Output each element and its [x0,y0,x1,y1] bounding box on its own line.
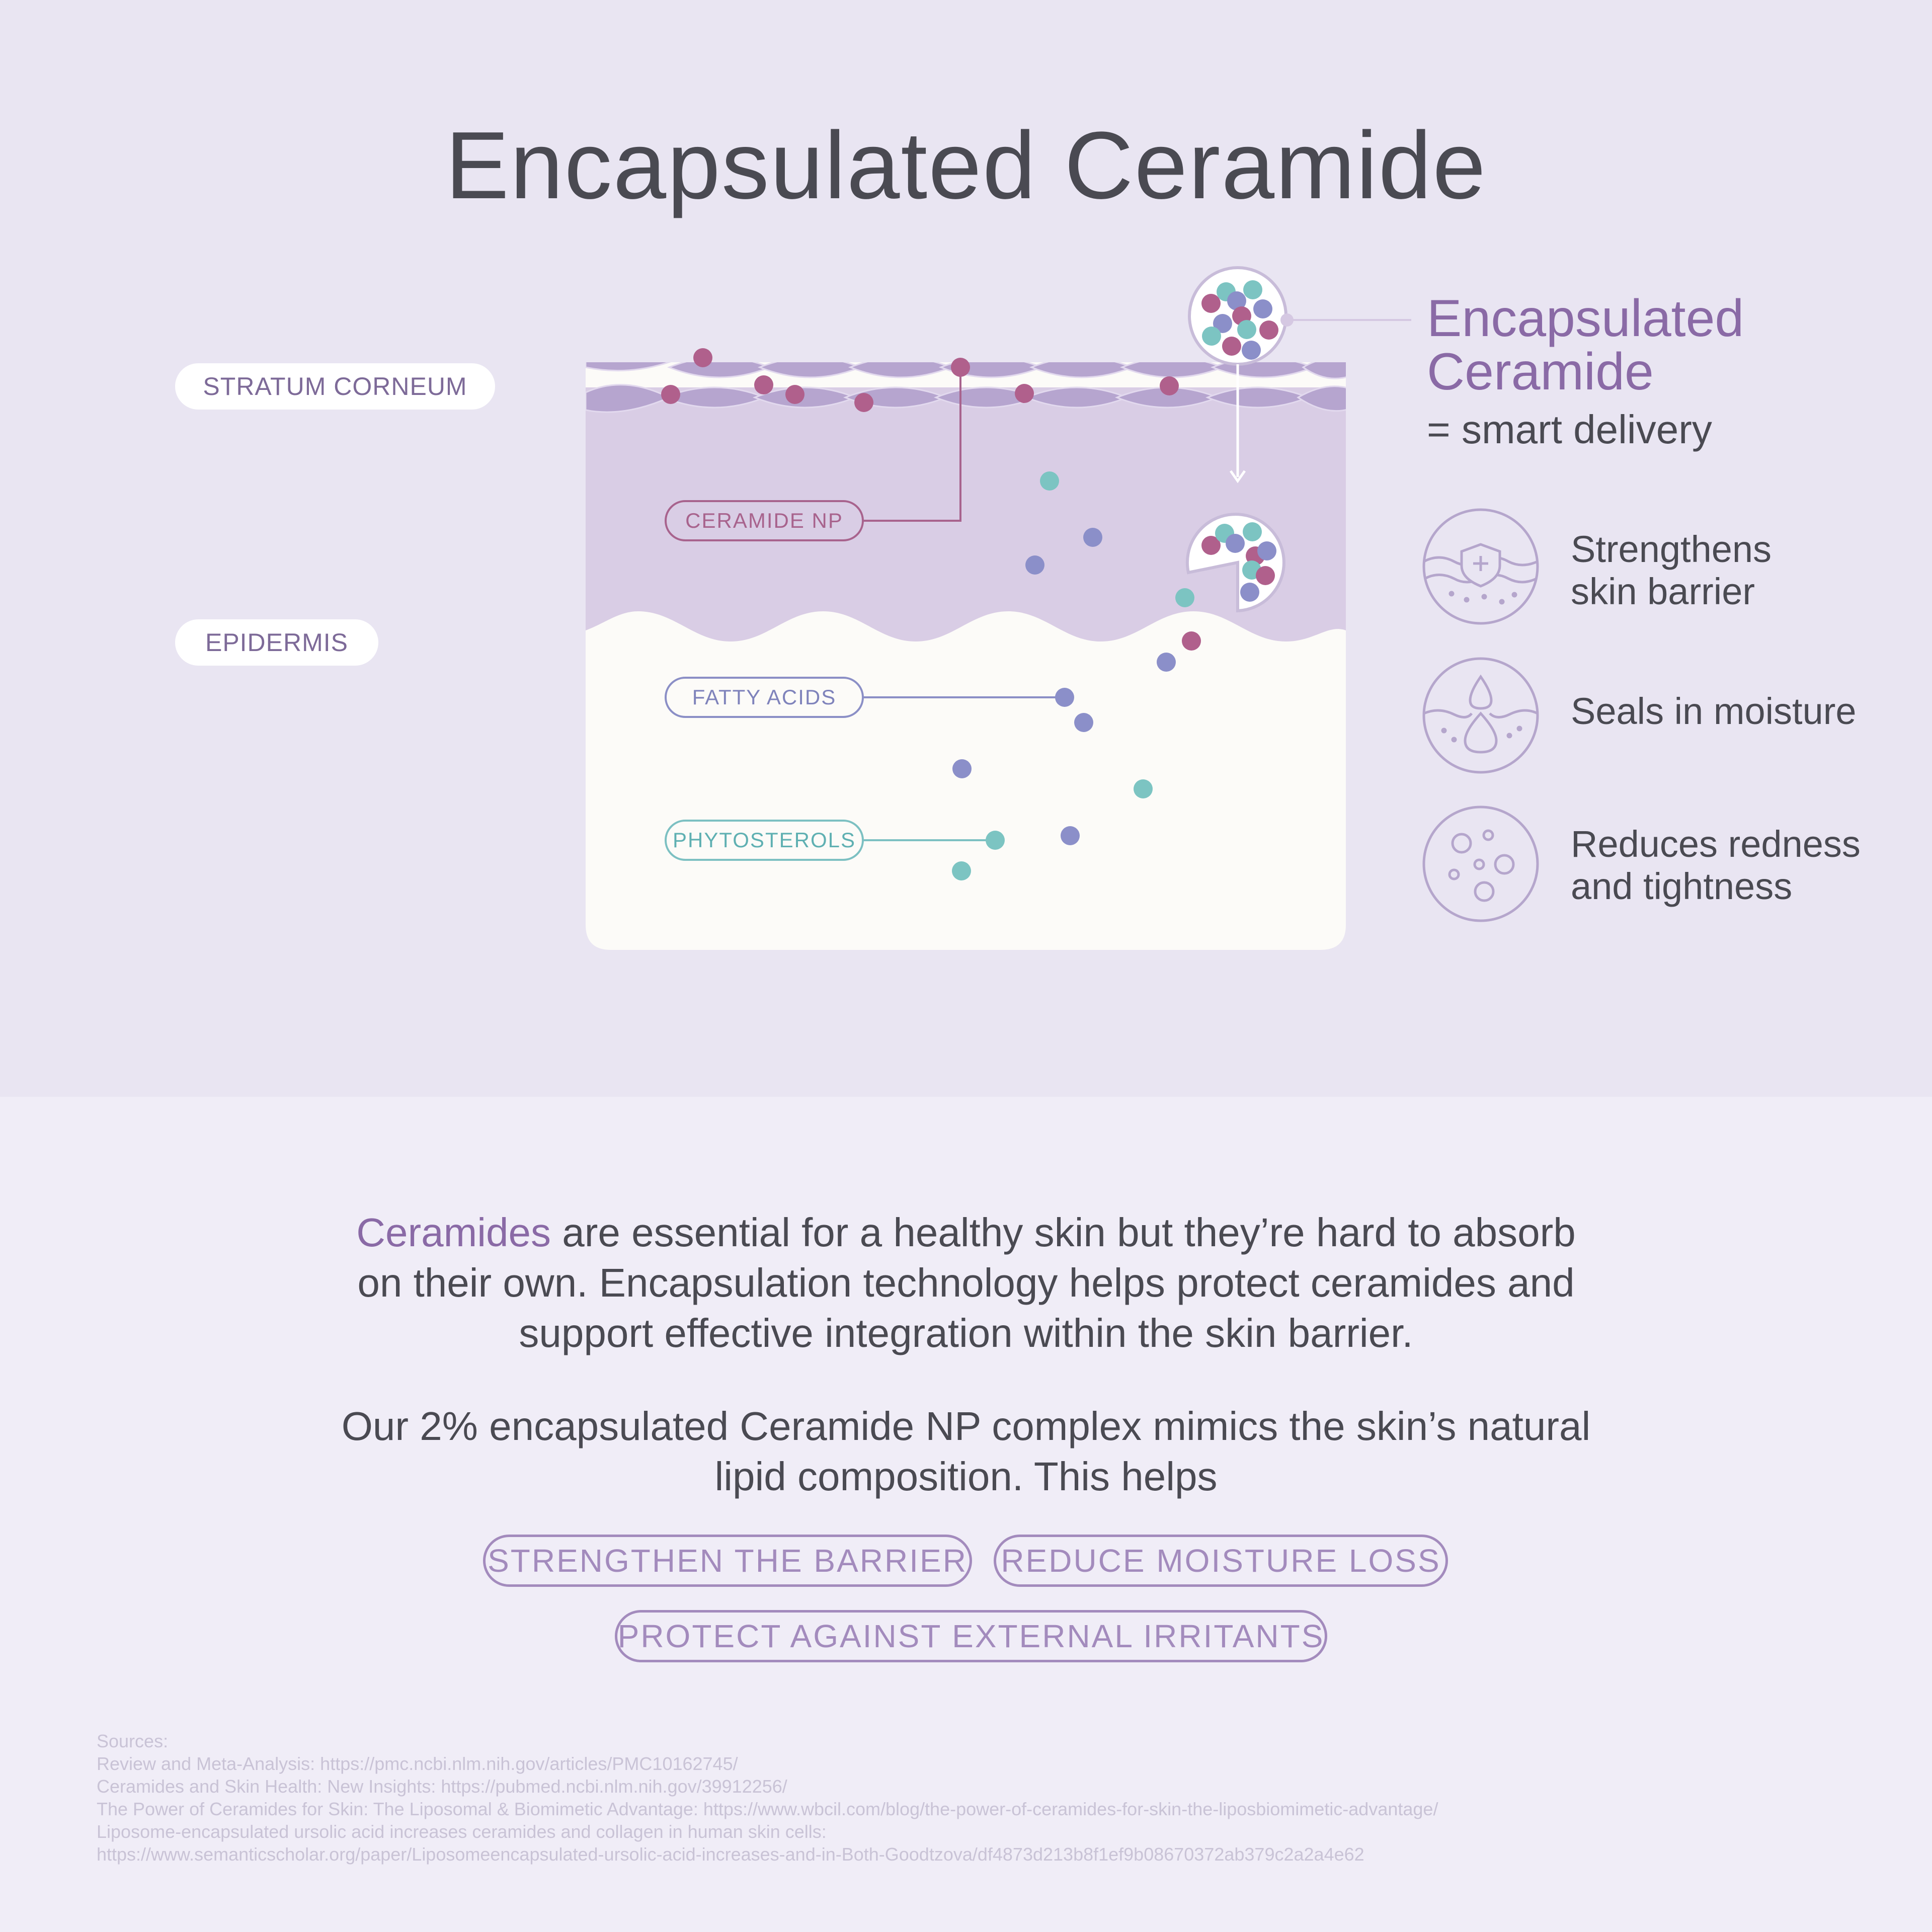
callout-subtitle: = smart delivery [1427,407,1712,452]
tag-strengthen-barrier: STRENGTHEN THE BARRIER [483,1535,972,1587]
para2-line2: lipid composition. This helps [714,1454,1218,1499]
benefit-strengthens [1571,528,1923,613]
para1-line1: are essential for a healthy skin but they’re hard to absorb [551,1210,1576,1255]
benefit-line: skin barrier [1571,571,1755,612]
source-item: Liposome-encapsulated ursolic acid increases ceramides and collagen in human skin cells: [97,1821,827,1842]
benefit-line: Reduces redness [1571,823,1861,865]
phytosterols-label: PHYTOSTEROLS [665,820,864,861]
benefit-line: Seals in moisture [1571,690,1857,732]
epidermis-label: EPIDERMIS [175,619,378,666]
stratum-corneum-label: STRATUM CORNEUM [175,363,495,410]
page-title: Encapsulated Ceramide [445,112,1487,219]
tag-protect-irritants: PROTECT AGAINST EXTERNAL IRRITANTS [615,1610,1327,1662]
liposome-capsule [1189,268,1286,364]
fatty-acids-label: FATTY ACIDS [665,677,864,718]
description-paragraph-1 [211,1208,1721,1358]
description-paragraph-2 [211,1401,1721,1502]
ceramides-accent: Ceramides [356,1210,551,1255]
benefit-line: Strengthens [1571,528,1772,570]
water-drop-skin-icon [1424,659,1538,772]
callout-title-line2: Ceramide [1427,343,1654,401]
callout-title-line1: Encapsulated [1427,289,1744,348]
sources-list [97,1730,1438,1866]
para1-line2: on their own. Encapsulation technology helps protect ceramides and [357,1260,1575,1305]
source-item: Ceramides and Skin Health: New Insights: https://pubmed.ncbi.nlm.nih.gov/39912256/ [97,1776,787,1797]
benefit-line: and tightness [1571,865,1793,907]
benefit-seals [1571,690,1923,733]
callout-connector-dot [1280,313,1294,327]
sources-heading: Sources: [97,1731,169,1751]
callout-title [1427,289,1744,401]
shield-skin-icon [1424,510,1538,623]
benefit-reduces [1571,823,1923,908]
irritants-icon [1424,807,1538,921]
ceramide-np-label: CERAMIDE NP [665,500,864,541]
source-item: https://www.semanticscholar.org/paper/Liposomeencapsulated-ursolic-acid-increases-and-in-Both-Goodtzova/df4873d213b8f1ef9b08670372ab379c2a2a4e62 [97,1844,1364,1865]
tag-reduce-moisture-loss: REDUCE MOISTURE LOSS [994,1535,1448,1587]
source-item: The Power of Ceramides for Skin: The Liposomal & Biomimetic Advantage: https://www.wbcil.com/blog/the-power-of-ceramides-for-skin-the-liposbiomimetic-advantage/ [97,1799,1438,1819]
para1-line3: support effective integration within the skin barrier. [519,1311,1413,1355]
para2-line1: Our 2% encapsulated Ceramide NP complex mimics the skin’s natural [341,1404,1591,1448]
source-item: Review and Meta-Analysis: https://pmc.ncbi.nlm.nih.gov/articles/PMC10162745/ [97,1753,738,1774]
